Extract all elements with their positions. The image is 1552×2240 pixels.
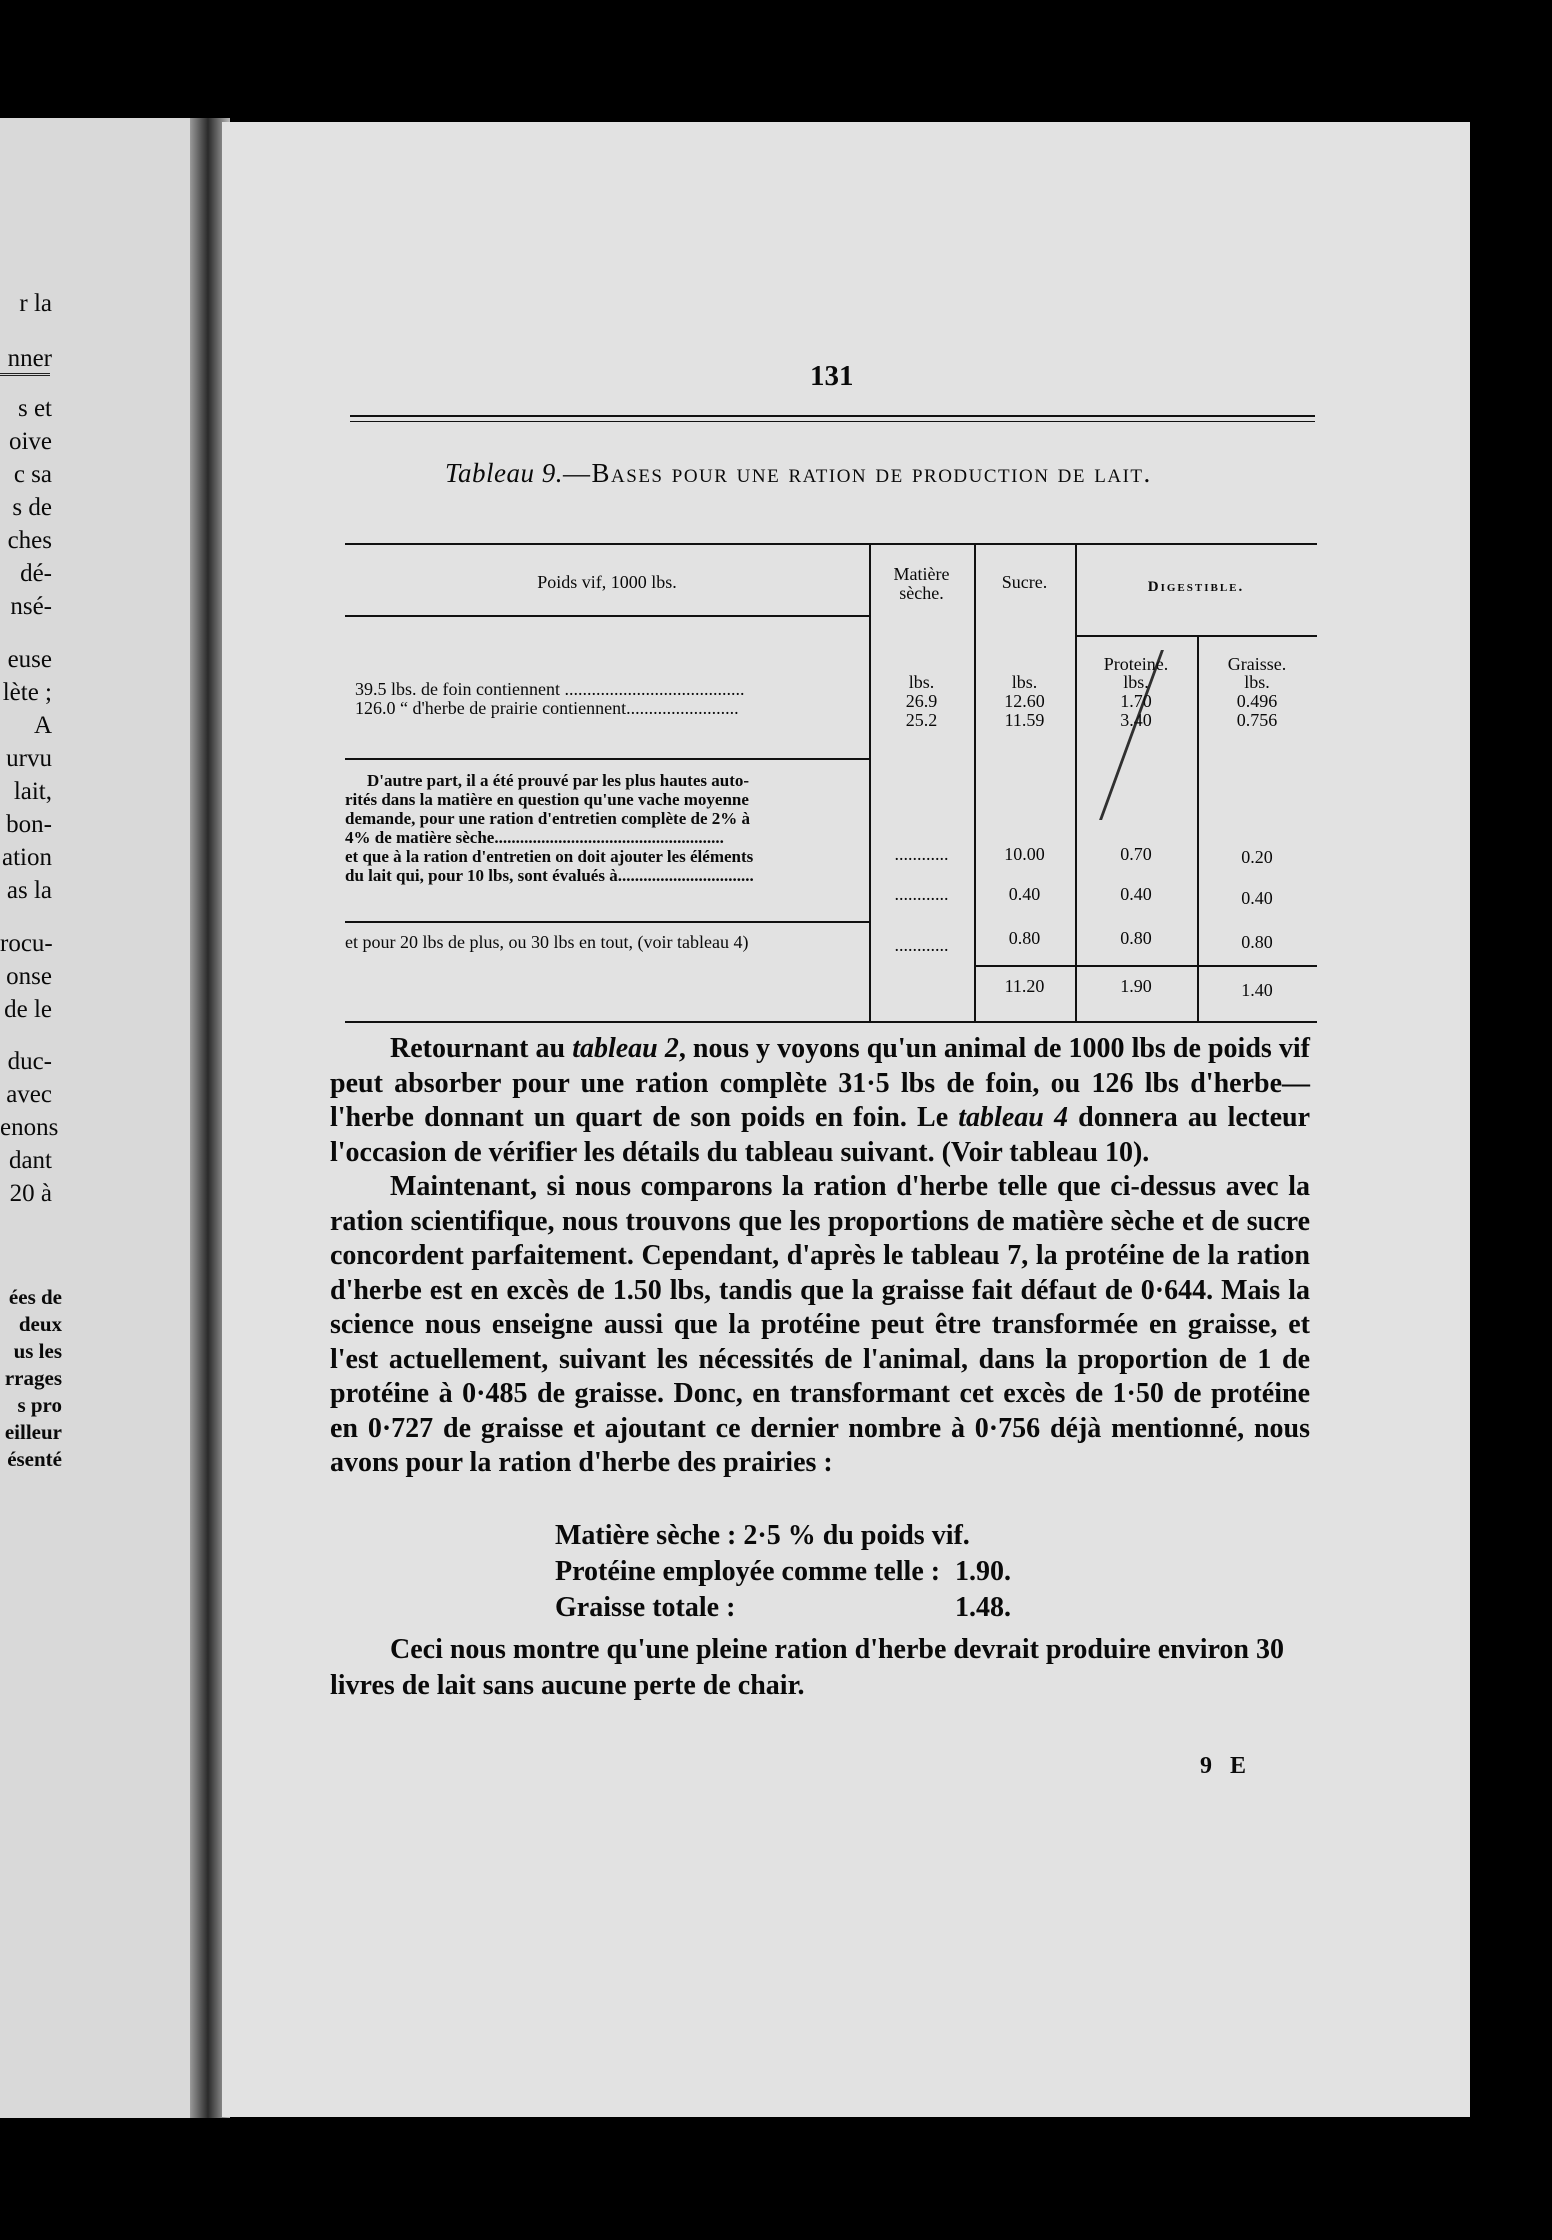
maint-graisse: 0.20 [1241, 847, 1273, 867]
paragraph-2: Maintenant, si nous comparons la ration d'herbe telle que ci-dessus avec la ration scientifique, nous trouvons que les proportions de matière sèche et de sucre concordent parfaitement. Cependant, d'après le tableau 7, la protéine de la ration d'herbe est en excès de 1.50 lbs, tandis que la graisse fait défaut de 0·644. Mais la science nous enseigne aussi que la protéine peut être transformée en graisse, et l'est actuellement, suivant les nécessités de l'animal, dans la proportion de 1 de protéine à 0·485 de graisse. Donc, en transformant cet excès de 1·50 de protéine en 0·727 de graisse et ajoutant ce dernier nombre à 0·756 déjà mentionné, nous avons pour la ration d'herbe des prairies : [330, 1171, 1310, 1478]
unit-proteine: lbs. [1123, 672, 1149, 692]
left-page-fragment: s de [12, 494, 52, 521]
header-digestible: Digestible. [1147, 579, 1245, 595]
left-page-fragment: urvu [6, 745, 52, 772]
left-page-fragment: c sa [13, 461, 52, 488]
authority-paragraph: D'autre part, il a été prouvé par les plus hautes auto- rités dans la matière en question qu'une vache moyenne demande, pour une ration d'entretien complète de 2% à 4% de matière sèche...................................................... et que à la ration d'entretien on doit ajouter les éléments du lait qui, pour 10 lbs, sont évalués à................................ [345, 771, 754, 885]
left-page-fragment: ées de [8, 1285, 62, 1309]
col-divider [974, 543, 976, 1023]
caption-title: —Bases pour une ration de production de lait. [563, 458, 1152, 488]
total-sucre: 11.20 [1004, 976, 1045, 996]
header-poids: Poids vif, 1000 lbs. [537, 572, 677, 592]
left-page-fragment: 20 à [9, 1180, 52, 1207]
plus-graisse: 0.80 [1241, 932, 1273, 952]
total-graisse: 1.40 [1241, 980, 1273, 1000]
left-page-fragment: enons [0, 1114, 59, 1141]
unit-matiere: lbs. [908, 672, 935, 692]
left-page-fragment: avec [6, 1081, 52, 1108]
left-page-fragment: s pro [17, 1393, 62, 1417]
header-matiere: Matière sèche. [893, 564, 950, 603]
row-herbe-label: 126.0 “ d'herbe de prairie contiennent......................... [355, 698, 739, 718]
header-proteine: Proteine. [1103, 654, 1169, 674]
left-page-fragment: deux [18, 1312, 62, 1336]
herbe-proteine: 3.40 [1120, 710, 1152, 730]
caption-number: Tableau 9. [445, 458, 564, 488]
row-foin-label: 39.5 lbs. de foin contiennent ........................................ [355, 679, 745, 699]
header-sucre: Sucre. [1001, 572, 1048, 592]
left-page-fragment: euse [7, 646, 52, 673]
left-page-fragment: ation [2, 844, 52, 871]
maint-proteine: 0.70 [1120, 844, 1152, 864]
lait-graisse: 0.40 [1241, 888, 1273, 908]
header-rule-2 [350, 421, 1315, 422]
left-page-fragment: A [33, 712, 52, 739]
paragraph-1: Retournant au tableau 2, nous y voyons qu'un animal de 1000 lbs de poids vif peut absorber pour une ration complète 31·5 lbs de foin, ou 126 lbs d'herbe—l'herbe donnant un quart de son poids en foin. Le tableau 4 donnera au lecteur l'occasion de vérifier les détails du tableau suivant. (Voir tableau 10). [330, 1033, 1310, 1168]
left-page-fragment: lète ; [2, 679, 52, 706]
summary-row: Protéine employée comme telle : 1.90. [555, 1556, 1011, 1587]
left-page-fragment: r la [19, 290, 52, 317]
row-rule [345, 921, 869, 923]
unit-sucre: lbs. [1011, 672, 1038, 692]
left-page-fragment: us les [13, 1339, 62, 1363]
total-proteine: 1.90 [1120, 976, 1152, 996]
table-bottom-rule [345, 1021, 1317, 1023]
left-page-rule [0, 373, 50, 376]
digestible-rule [1075, 635, 1317, 637]
left-page-fragment: as la [6, 877, 52, 904]
left-page-fragment: eilleur [4, 1420, 62, 1444]
total-rule [974, 965, 1317, 967]
herbe-sucre: 11.59 [1004, 710, 1045, 730]
left-page-fragment: onse [6, 963, 52, 990]
lait-sucre: 0.40 [1008, 884, 1041, 904]
left-page-fragment: s et [17, 395, 52, 422]
plus-proteine: 0.80 [1120, 928, 1152, 948]
left-page-fragment: ches [7, 527, 52, 554]
herbe-matiere: 25.2 [905, 710, 938, 730]
plus-label: et pour 20 lbs de plus, ou 30 lbs en tout, (voir tableau 4) [345, 932, 749, 952]
summary-row: Graisse totale : 1.48. [555, 1592, 1011, 1623]
left-page-fragment: bon- [6, 811, 52, 838]
body-text [330, 1032, 1310, 1481]
left-page-fragment: ésenté [7, 1447, 62, 1471]
left-page-fragment: dant [8, 1147, 52, 1174]
foin-proteine: 1.70 [1120, 691, 1152, 711]
left-page-fragment: oive [8, 428, 52, 455]
table-caption [445, 458, 1152, 489]
plus-dots: ............ [894, 935, 949, 955]
maint-sucre: 10.00 [1004, 844, 1045, 864]
left-page-fragment: nsé- [10, 593, 52, 620]
left-page-fragment: lait, [13, 778, 52, 805]
foin-graisse: 0.496 [1236, 691, 1278, 711]
herbe-graisse: 0.756 [1236, 710, 1278, 730]
lait-dots: ............ [894, 884, 949, 904]
row-rule [345, 758, 869, 760]
header-rule [350, 415, 1315, 417]
foin-sucre: 12.60 [1004, 691, 1045, 711]
header-bottom-rule [345, 615, 869, 617]
conclusion-paragraph: Ceci nous montre qu'une pleine ration d'herbe devrait produire environ 30 livres de lait sans aucune perte de chair. [330, 1634, 1284, 1701]
left-page-fragment: rrages [4, 1366, 62, 1390]
signature-mark: 9 E [1200, 1753, 1253, 1779]
left-page-fragment: nner [7, 345, 52, 372]
left-page-fragment: duc- [7, 1048, 52, 1075]
ration-table [345, 543, 1317, 1023]
foin-matiere: 26.9 [905, 691, 938, 711]
left-page-fragment: de le [4, 996, 52, 1023]
maint-dots: ............ [894, 844, 949, 864]
ration-summary [555, 1518, 1011, 1626]
unit-graisse: lbs. [1244, 672, 1270, 692]
header-graisse: Graisse. [1227, 654, 1287, 674]
lait-proteine: 0.40 [1120, 884, 1152, 904]
left-page-fragment: dé- [20, 560, 52, 587]
left-page-fragment: rocu- [0, 930, 53, 957]
left-page-edge [0, 118, 205, 2118]
summary-row: Matière sèche : 2·5 % du poids vif. [555, 1520, 970, 1551]
page-number: 131 [810, 360, 854, 392]
plus-sucre: 0.80 [1008, 928, 1041, 948]
